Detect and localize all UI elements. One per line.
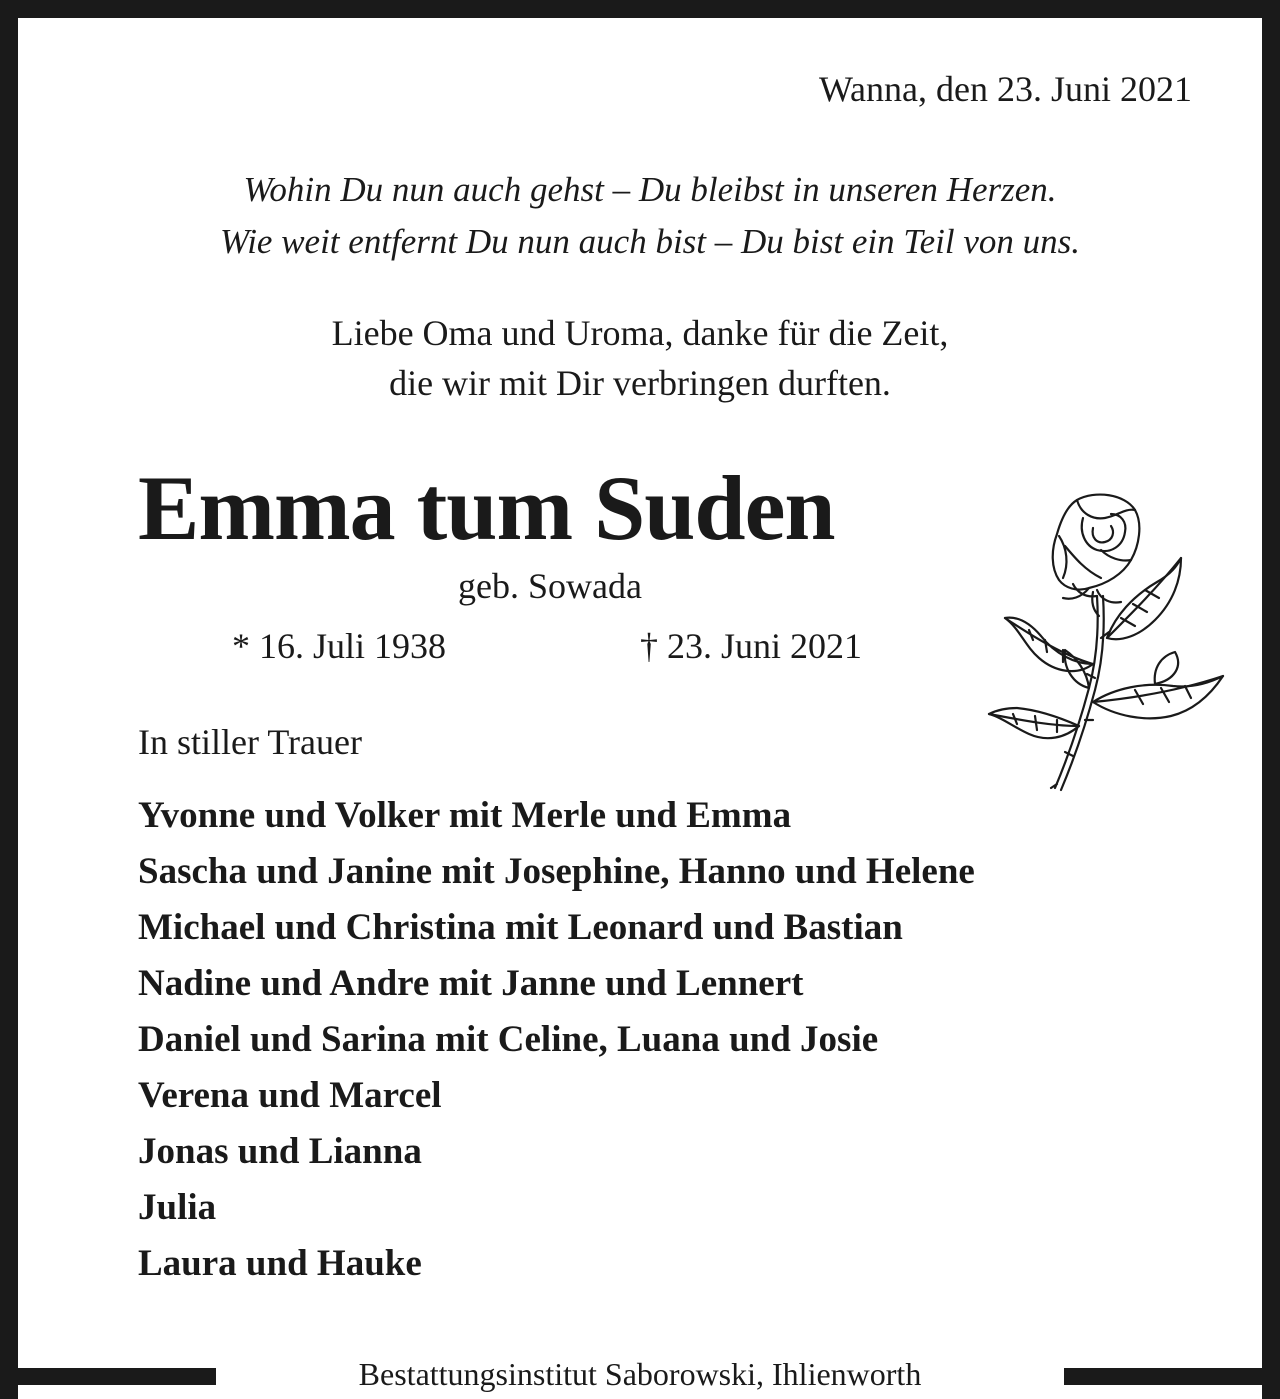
family-entry: Jonas und Lianna: [138, 1131, 422, 1172]
birth-date: * 16. Juli 1938: [232, 626, 447, 666]
deceased-name: Emma tum Suden: [138, 457, 835, 559]
maiden-name: geb. Sowada: [458, 566, 642, 606]
rose-icon: [985, 488, 1240, 808]
footer-bar-right: [1064, 1368, 1280, 1385]
thanks-line-2: die wir mit Dir verbringen durften.: [389, 363, 891, 403]
thanks-message: [0, 308, 1280, 408]
verse-line-1: Wohin Du nun auch gehst – Du bleibst in unseren Herzen.: [243, 170, 1057, 209]
family-entry: Julia: [138, 1187, 217, 1228]
death-date: † 23. Juni 2021: [640, 626, 863, 666]
funeral-home: Bestattungsinstitut Saborowski, Ihlienworth: [358, 1356, 922, 1392]
family-entry: Michael und Christina mit Leonard und Bastian: [138, 907, 903, 948]
family-entry: Sascha und Janine mit Josephine, Hanno und Helene: [138, 851, 975, 892]
family-list: [138, 788, 975, 1292]
family-entry: Verena und Marcel: [138, 1075, 442, 1116]
thanks-line-1: Liebe Oma und Uroma, danke für die Zeit,: [331, 313, 949, 353]
family-entry: Laura und Hauke: [138, 1243, 422, 1284]
family-entry: Yvonne und Volker mit Merle und Emma: [138, 795, 792, 836]
place-and-date: Wanna, den 23. Juni 2021: [818, 69, 1192, 109]
verse-line-2: Wie weit entfernt Du nun auch bist – Du bist ein Teil von uns.: [219, 222, 1081, 261]
family-entry: Daniel und Sarina mit Celine, Luana und Josie: [138, 1019, 879, 1060]
footer-bar-left: [0, 1368, 216, 1385]
memorial-verse: [60, 164, 1240, 268]
family-entry: Nadine und Andre mit Janne und Lennert: [138, 963, 804, 1004]
mourning-label: In stiller Trauer: [138, 722, 362, 762]
